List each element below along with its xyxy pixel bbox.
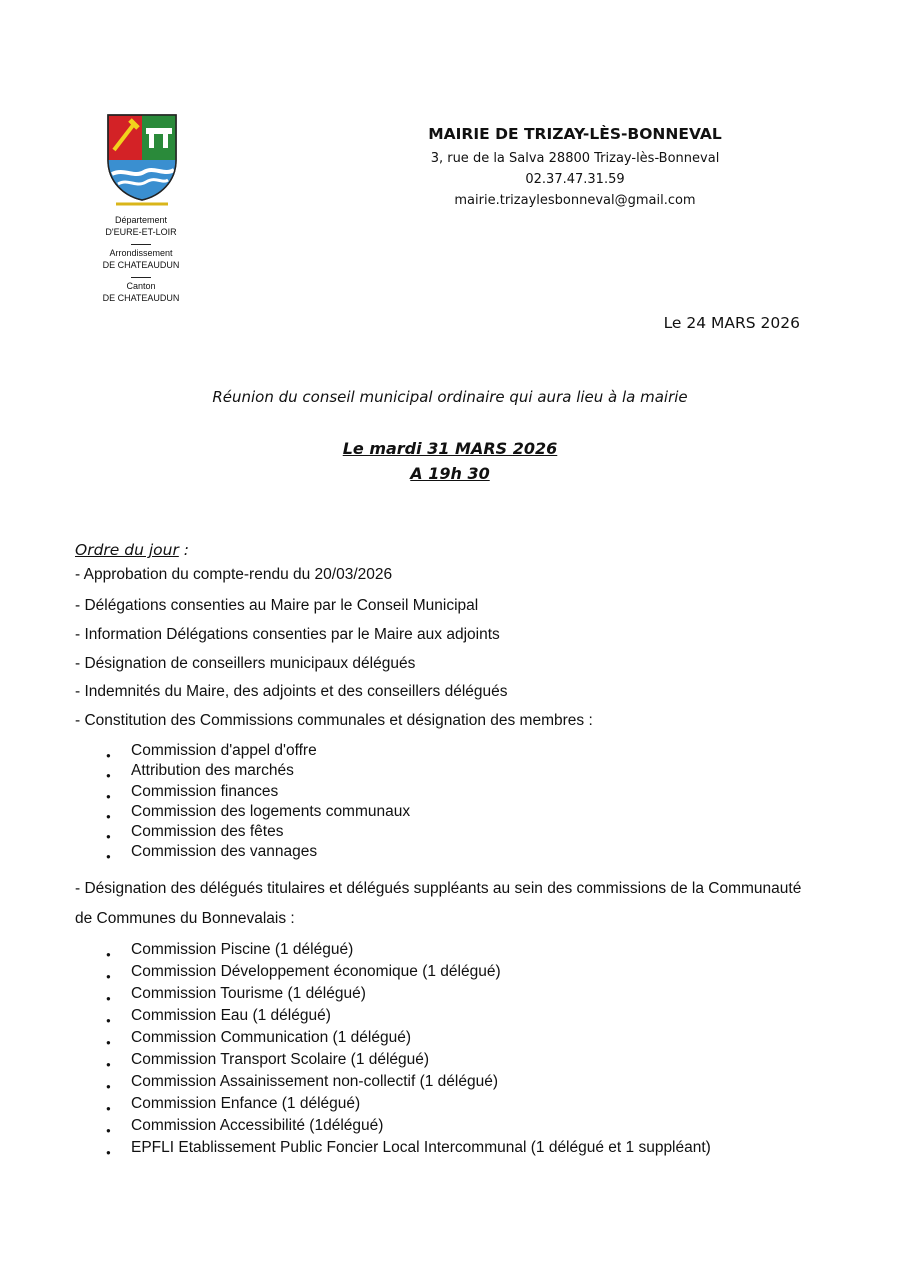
- agenda-heading-text: Ordre du jour: [75, 541, 179, 559]
- arrondissement-value: DE CHATEAUDUN: [102, 260, 180, 270]
- list-item: ● Commission Communication (1 délégué): [106, 1027, 711, 1049]
- list-item: ● Commission Assainissement non-collectif (1 délégué): [106, 1071, 711, 1093]
- letter-date: Le 24 MARS 2026: [663, 314, 800, 332]
- cc-commissions-list: [106, 939, 711, 1159]
- meeting-day: Le mardi 31 MARS 2026: [342, 439, 558, 458]
- list-item: ● Commission Eau (1 délégué): [106, 1005, 711, 1027]
- list-item: ● Commission Piscine (1 délégué): [106, 939, 711, 961]
- mairie-phone: 02.37.47.31.59: [525, 172, 625, 187]
- list-item: ● Commission Tourisme (1 délégué): [106, 983, 711, 1005]
- meeting-time: A 19h 30: [410, 464, 490, 483]
- department-value: D'EURE-ET-LOIR: [105, 227, 177, 237]
- department-label: Département: [114, 215, 168, 225]
- divider: [131, 277, 151, 278]
- agenda-item: - Constitution des Commissions communales et désignation des membres :: [75, 712, 593, 729]
- agenda-item: - Approbation du compte-rendu du 20/03/2026: [75, 566, 393, 583]
- list-item: ● Commission d'appel d'offre: [106, 741, 410, 761]
- agenda-item: - Information Délégations consenties par le Maire aux adjoints: [75, 626, 500, 643]
- agenda-item: - Délégations consenties au Maire par le Conseil Municipal: [75, 597, 479, 614]
- list-item: ● Commission Enfance (1 délégué): [106, 1093, 711, 1115]
- list-item: ● Commission des logements communaux: [106, 802, 410, 822]
- list-item: ● Commission Accessibilité (1délégué): [106, 1115, 711, 1137]
- mairie-email[interactable]: mairie.trizaylesbonneval@gmail.com: [454, 193, 696, 208]
- arrondissement-label: Arrondissement: [109, 248, 173, 258]
- list-item: ● Attribution des marchés: [106, 761, 410, 781]
- letterhead: [380, 124, 770, 209]
- list-item: ● Commission des fêtes: [106, 822, 410, 842]
- delegates-line-2: de Communes du Bonnevalais :: [75, 910, 295, 927]
- agenda-item: - Désignation de conseillers municipaux délégués: [75, 655, 416, 672]
- agenda-item: - Indemnités du Maire, des adjoints et des conseillers délégués: [75, 683, 508, 700]
- list-item: ● Commission finances: [106, 782, 410, 802]
- agenda-heading-suffix: :: [178, 541, 189, 559]
- communal-commissions-list: [106, 741, 410, 863]
- administrative-info: [86, 214, 196, 304]
- canton-value: DE CHATEAUDUN: [102, 293, 180, 303]
- list-item: ● Commission des vannages: [106, 842, 410, 862]
- list-item: ● Commission Transport Scolaire (1 délégué): [106, 1049, 711, 1071]
- municipal-crest: [104, 112, 180, 208]
- delegates-line-1: - Désignation des délégués titulaires et délégués suppléants au sein des commissions de la Communauté: [75, 880, 802, 897]
- list-item: ● EPFLI Etablissement Public Foncier Local Intercommunal (1 délégué et 1 suppléant): [106, 1137, 711, 1159]
- mairie-address: 3, rue de la Salva 28800 Trizay-lès-Bonneval: [430, 151, 720, 166]
- canton-label: Canton: [126, 281, 156, 291]
- meeting-intro: Réunion du conseil municipal ordinaire qui aura lieu à la mairie: [212, 388, 688, 406]
- agenda-heading: [75, 541, 189, 559]
- divider: [131, 244, 151, 245]
- mairie-title: MAIRIE DE TRIZAY-LÈS-BONNEVAL: [428, 125, 722, 143]
- list-item: ● Commission Développement économique (1 délégué): [106, 961, 711, 983]
